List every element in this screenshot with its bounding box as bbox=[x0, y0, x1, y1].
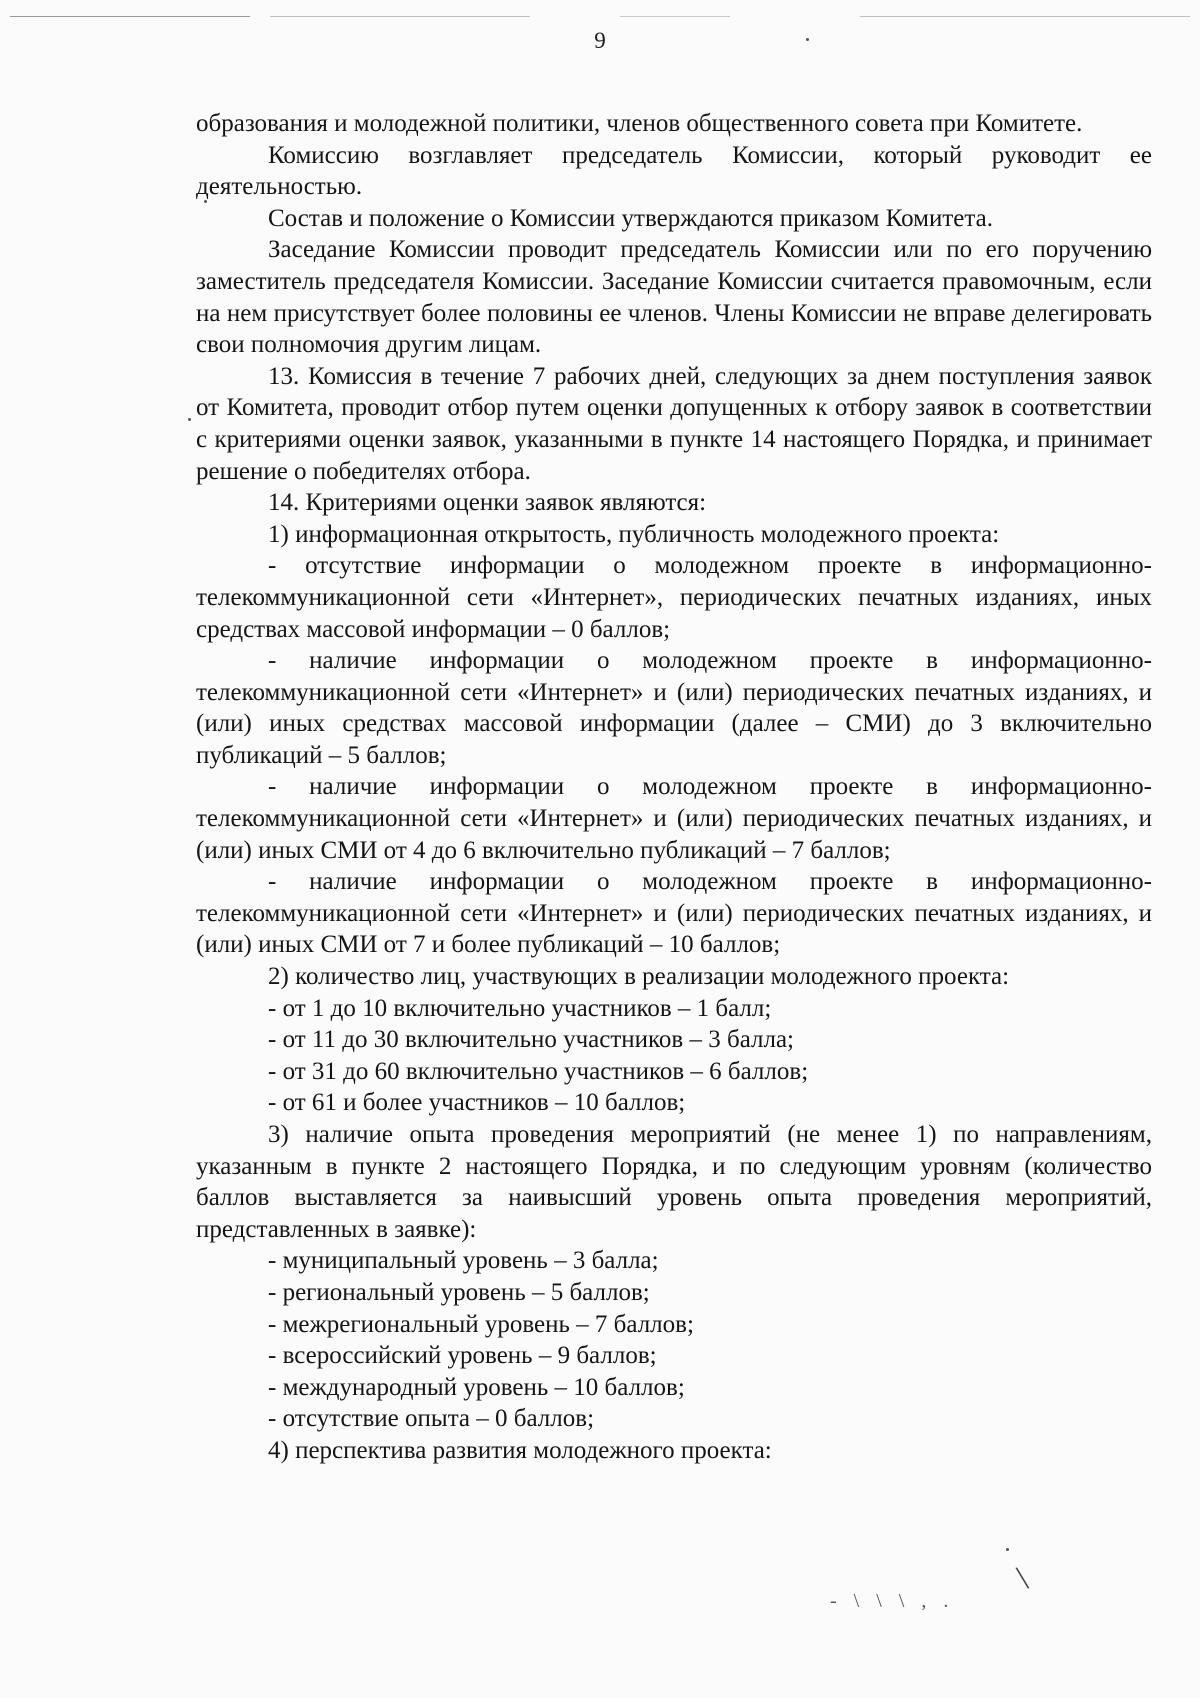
scan-speck bbox=[188, 418, 191, 421]
scan-edge-line bbox=[620, 16, 730, 17]
criterion-option: - от 11 до 30 включительно участников – 3 балла; bbox=[268, 1026, 795, 1054]
criterion-1-heading: 1) информационная открытость, публичность молодежного проекта: bbox=[268, 520, 1000, 548]
criterion-option: - международный уровень – 10 баллов; bbox=[268, 1373, 685, 1401]
criterion-option: - наличие информации о молодежном проекте в информационно-телекоммуникационной сети «Интернет» и (или) периодических печатных изданиях, и (или) иных средствах массовой информации (далее – СМИ) до 3 включительно публикаций – 5 баллов; bbox=[196, 647, 1152, 769]
paragraph-item-14: 14. Критериями оценки заявок являются: bbox=[268, 489, 707, 517]
scan-mark: \ bbox=[1014, 1559, 1032, 1598]
paragraph: Заседание Комиссии проводит председатель Комиссии или по его поручению заместитель председателя Комиссии. Заседание Комиссии считается правомочным, если на нем присутствует более половины ее членов. Члены Комиссии не вправе делегировать свои полномочия другим лицам. bbox=[196, 236, 1152, 359]
criterion-option: - отсутствие информации о молодежном проекте в информационно-телекоммуникационной сети «Интернет», периодических печатных изданиях, иных средствах массовой информации – 0 баллов; bbox=[196, 552, 1152, 643]
scan-specks: - \ \ \ , . bbox=[830, 1590, 955, 1612]
criterion-2-heading: 2) количество лиц, участвующих в реализации молодежного проекта: bbox=[268, 963, 1010, 991]
criterion-option: - от 31 до 60 включительно участников – 6 баллов; bbox=[268, 1057, 809, 1085]
scan-edge-line bbox=[860, 16, 1190, 17]
scan-edge-line bbox=[270, 16, 530, 17]
page-number: 9 bbox=[594, 28, 606, 53]
criterion-option: - от 61 и более участников – 10 баллов; bbox=[268, 1089, 686, 1117]
criterion-option: - наличие информации о молодежном проекте в информационно-телекоммуникационной сети «Интернет» и (или) периодических печатных изданиях, и (или) иных СМИ от 7 и более публикаций – 10 баллов; bbox=[196, 868, 1152, 959]
criterion-option: - региональный уровень – 5 баллов; bbox=[268, 1278, 650, 1306]
criterion-option: - отсутствие опыта – 0 баллов; bbox=[268, 1405, 595, 1433]
scan-speck bbox=[1006, 1548, 1009, 1551]
document-body bbox=[196, 108, 1152, 1467]
criterion-option: - от 1 до 10 включительно участников – 1 балл; bbox=[268, 994, 772, 1022]
paragraph: Комиссию возглавляет председатель Комиссии, который руководит ее деятельностью. bbox=[196, 141, 1152, 201]
criterion-option: - наличие информации о молодежном проекте в информационно-телекоммуникационной сети «Интернет» и (или) периодических печатных изданиях, и (или) иных СМИ от 4 до 6 включительно публикаций – 7 баллов; bbox=[196, 773, 1152, 864]
criterion-option: - всероссийский уровень – 9 баллов; bbox=[268, 1342, 657, 1370]
criterion-4-heading: 4) перспектива развития молодежного проекта: bbox=[268, 1436, 772, 1464]
paragraph: образования и молодежной политики, членов общественного совета при Комитете. bbox=[196, 110, 1083, 137]
paragraph: Состав и положение о Комиссии утверждаются приказом Комитета. bbox=[268, 204, 993, 232]
criterion-option: - межрегиональный уровень – 7 баллов; bbox=[268, 1310, 694, 1338]
criterion-3-heading: 3) наличие опыта проведения мероприятий (не менее 1) по направлениям, указанным в пункте 2 настоящего Порядка, и по следующим уровням (количество баллов выставляется за наивысший уровень опыта проведения мероприятий, представленных в заявке): bbox=[196, 1121, 1152, 1243]
scan-speck bbox=[204, 200, 207, 203]
paragraph-item-13: 13. Комиссия в течение 7 рабочих дней, следующих за днем поступления заявок от Комитета, проводит отбор путем оценки допущенных к отбору заявок в соответствии с критериями оценки заявок, указанными в пункте 14 настоящего Порядка, и принимает решение о победителях отбора. bbox=[196, 362, 1152, 485]
criterion-option: - муниципальный уровень – 3 балла; bbox=[268, 1247, 659, 1275]
scan-speck bbox=[806, 38, 809, 41]
scan-edge-line bbox=[10, 16, 250, 17]
